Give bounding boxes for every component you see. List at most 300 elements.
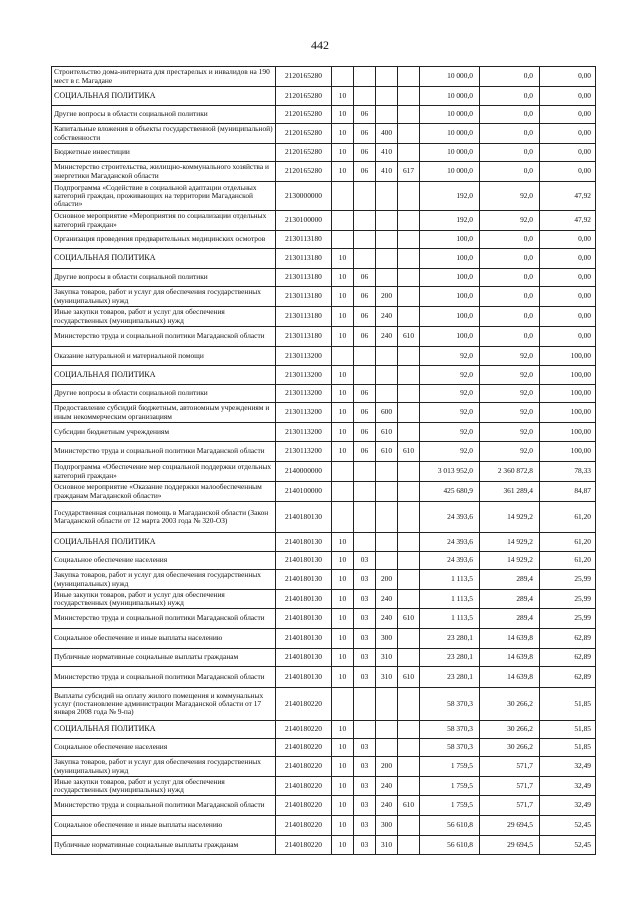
cell-vr	[376, 106, 398, 124]
table-row	[52, 67, 596, 87]
cell-fact: 0,0	[480, 124, 540, 144]
cell-csr: 2140180220	[276, 688, 332, 721]
cell-fact: 14 929,2	[480, 533, 540, 552]
cell-rz	[332, 482, 354, 502]
cell-vr: 240	[376, 796, 398, 816]
cell-pct: 0,00	[540, 287, 596, 307]
cell-pct: 61,20	[540, 552, 596, 570]
cell-name: Министерство труда и социальной политики Магаданской области	[52, 796, 276, 816]
cell-vr: 240	[376, 609, 398, 629]
cell-gr	[398, 629, 420, 649]
cell-fact: 14 639,8	[480, 649, 540, 667]
cell-rz	[332, 688, 354, 721]
cell-pr: 03	[354, 777, 376, 796]
cell-pct: 25,99	[540, 590, 596, 609]
cell-vr	[376, 533, 398, 552]
cell-plan: 1 113,5	[420, 609, 480, 629]
cell-csr: 2130113200	[276, 385, 332, 403]
cell-plan: 192,0	[420, 211, 480, 231]
cell-gr	[398, 590, 420, 609]
table-row	[52, 87, 596, 106]
cell-rz	[332, 347, 354, 366]
table-row	[52, 182, 596, 211]
table-row	[52, 502, 596, 533]
cell-fact: 0,0	[480, 144, 540, 162]
cell-fact: 571,7	[480, 777, 540, 796]
cell-csr: 2130100000	[276, 211, 332, 231]
cell-pr: 06	[354, 307, 376, 327]
cell-name: Министерство труда и социальной политики Магаданской области	[52, 442, 276, 462]
cell-pct: 32,49	[540, 796, 596, 816]
cell-gr	[398, 366, 420, 385]
cell-vr: 300	[376, 629, 398, 649]
cell-pct: 100,00	[540, 423, 596, 442]
cell-gr	[398, 570, 420, 590]
cell-plan: 58 370,3	[420, 721, 480, 739]
cell-vr: 200	[376, 287, 398, 307]
cell-pr: 03	[354, 667, 376, 688]
table-row	[52, 552, 596, 570]
cell-gr	[398, 552, 420, 570]
cell-name: Государственная социальная помощь в Магаданской области (Закон Магаданской области от 12 марта 2003 года № 320-ОЗ)	[52, 502, 276, 533]
table-row	[52, 721, 596, 739]
cell-csr: 2140000000	[276, 462, 332, 482]
cell-pct: 0,00	[540, 67, 596, 87]
budget-table	[51, 66, 596, 855]
cell-pr: 06	[354, 124, 376, 144]
cell-fact: 0,0	[480, 307, 540, 327]
cell-gr	[398, 721, 420, 739]
cell-vr	[376, 182, 398, 211]
cell-pr	[354, 533, 376, 552]
cell-name: Министерство труда и социальной политики Магаданской области	[52, 609, 276, 629]
cell-vr: 610	[376, 423, 398, 442]
cell-vr	[376, 385, 398, 403]
cell-fact: 289,4	[480, 609, 540, 629]
cell-gr	[398, 533, 420, 552]
cell-fact: 0,0	[480, 231, 540, 249]
cell-plan: 92,0	[420, 423, 480, 442]
cell-csr: 2130113200	[276, 442, 332, 462]
cell-vr	[376, 231, 398, 249]
cell-pr	[354, 462, 376, 482]
cell-name: Оказание натуральной и материальной помощи	[52, 347, 276, 366]
cell-csr: 2140180130	[276, 649, 332, 667]
cell-pct: 51,85	[540, 721, 596, 739]
cell-vr	[376, 482, 398, 502]
cell-rz: 10	[332, 423, 354, 442]
cell-csr: 2130000000	[276, 182, 332, 211]
cell-rz: 10	[332, 249, 354, 269]
cell-plan: 1 113,5	[420, 590, 480, 609]
cell-csr: 2140180130	[276, 533, 332, 552]
cell-rz: 10	[332, 144, 354, 162]
table-row	[52, 347, 596, 366]
cell-pct: 100,00	[540, 403, 596, 423]
cell-name: Иные закупки товаров, работ и услуг для обеспечения государственных (муниципальных) нужд	[52, 307, 276, 327]
cell-fact: 92,0	[480, 182, 540, 211]
cell-name: Подпрограмма «Содействие в социальной адаптации отдельных категорий граждан, проживающих на территории Магаданской области»	[52, 182, 276, 211]
cell-name: Министерство труда и социальной политики Магаданской области	[52, 667, 276, 688]
cell-pr	[354, 721, 376, 739]
cell-vr	[376, 211, 398, 231]
table-row	[52, 385, 596, 403]
cell-pr: 03	[354, 757, 376, 777]
table-row	[52, 403, 596, 423]
cell-pct: 0,00	[540, 269, 596, 287]
cell-rz: 10	[332, 721, 354, 739]
cell-fact: 14 639,8	[480, 667, 540, 688]
cell-plan: 10 000,0	[420, 87, 480, 106]
table-row	[52, 533, 596, 552]
cell-plan: 1 113,5	[420, 570, 480, 590]
cell-csr: 2120165280	[276, 124, 332, 144]
cell-pr: 03	[354, 609, 376, 629]
cell-plan: 10 000,0	[420, 106, 480, 124]
cell-pr: 06	[354, 385, 376, 403]
cell-gr	[398, 307, 420, 327]
cell-fact: 92,0	[480, 211, 540, 231]
cell-fact: 571,7	[480, 796, 540, 816]
table-row	[52, 757, 596, 777]
cell-pr: 03	[354, 816, 376, 836]
table-row	[52, 327, 596, 347]
cell-csr: 2140180130	[276, 667, 332, 688]
cell-name: СОЦИАЛЬНАЯ ПОЛИТИКА	[52, 533, 276, 552]
cell-name: Закупка товаров, работ и услуг для обеспечения государственных (муниципальных) нужд	[52, 287, 276, 307]
cell-pr: 06	[354, 144, 376, 162]
cell-vr: 200	[376, 757, 398, 777]
cell-pr: 03	[354, 590, 376, 609]
cell-csr: 2120165280	[276, 87, 332, 106]
cell-plan: 192,0	[420, 182, 480, 211]
cell-fact: 92,0	[480, 347, 540, 366]
cell-plan: 1 759,5	[420, 757, 480, 777]
cell-rz: 10	[332, 739, 354, 757]
cell-pr: 06	[354, 442, 376, 462]
cell-gr	[398, 688, 420, 721]
cell-rz: 10	[332, 757, 354, 777]
cell-pct: 78,33	[540, 462, 596, 482]
cell-pr: 03	[354, 629, 376, 649]
cell-name: Основное мероприятие «Оказание поддержки малообеспеченным гражданам Магаданской области»	[52, 482, 276, 502]
cell-gr	[398, 462, 420, 482]
cell-csr: 2140180130	[276, 609, 332, 629]
table-row	[52, 570, 596, 590]
cell-gr: 610	[398, 609, 420, 629]
cell-csr: 2140180130	[276, 570, 332, 590]
cell-pr: 03	[354, 739, 376, 757]
cell-pct: 0,00	[540, 327, 596, 347]
cell-csr: 2120165280	[276, 106, 332, 124]
cell-fact: 289,4	[480, 590, 540, 609]
cell-csr: 2140180220	[276, 796, 332, 816]
cell-name: Закупка товаров, работ и услуг для обеспечения государственных (муниципальных) нужд	[52, 570, 276, 590]
cell-pr	[354, 366, 376, 385]
cell-csr: 2130113180	[276, 269, 332, 287]
cell-vr: 600	[376, 403, 398, 423]
cell-gr	[398, 287, 420, 307]
cell-plan: 425 680,9	[420, 482, 480, 502]
cell-pct: 62,89	[540, 667, 596, 688]
cell-csr: 2140180130	[276, 629, 332, 649]
cell-name: СОЦИАЛЬНАЯ ПОЛИТИКА	[52, 87, 276, 106]
table-row	[52, 231, 596, 249]
cell-plan: 100,0	[420, 249, 480, 269]
table-row	[52, 287, 596, 307]
cell-gr	[398, 231, 420, 249]
cell-rz	[332, 182, 354, 211]
cell-rz: 10	[332, 366, 354, 385]
cell-name: Министерство труда и социальной политики Магаданской области	[52, 327, 276, 347]
cell-fact: 0,0	[480, 162, 540, 182]
cell-fact: 0,0	[480, 106, 540, 124]
cell-fact: 14 639,8	[480, 629, 540, 649]
table-row	[52, 462, 596, 482]
cell-gr	[398, 106, 420, 124]
cell-plan: 10 000,0	[420, 144, 480, 162]
cell-pct: 51,85	[540, 739, 596, 757]
cell-name: Основное мероприятие «Мероприятия по социализации отдельных категорий граждан»	[52, 211, 276, 231]
cell-vr: 310	[376, 836, 398, 855]
cell-name: СОЦИАЛЬНАЯ ПОЛИТИКА	[52, 721, 276, 739]
cell-gr	[398, 502, 420, 533]
table-row	[52, 124, 596, 144]
cell-gr	[398, 739, 420, 757]
cell-vr: 240	[376, 327, 398, 347]
cell-name: Иные закупки товаров, работ и услуг для обеспечения государственных (муниципальных) нужд	[52, 777, 276, 796]
cell-pct: 0,00	[540, 162, 596, 182]
table-row	[52, 816, 596, 836]
cell-vr	[376, 739, 398, 757]
cell-pct: 0,00	[540, 307, 596, 327]
cell-fact: 92,0	[480, 423, 540, 442]
cell-vr: 240	[376, 307, 398, 327]
cell-vr: 410	[376, 144, 398, 162]
cell-pr: 03	[354, 570, 376, 590]
table-row	[52, 590, 596, 609]
cell-gr	[398, 144, 420, 162]
cell-pct: 0,00	[540, 249, 596, 269]
cell-rz: 10	[332, 327, 354, 347]
cell-pr	[354, 67, 376, 87]
cell-pct: 62,89	[540, 649, 596, 667]
cell-pr	[354, 231, 376, 249]
cell-gr	[398, 777, 420, 796]
cell-csr: 2140180130	[276, 502, 332, 533]
cell-pct: 0,00	[540, 144, 596, 162]
cell-name: СОЦИАЛЬНАЯ ПОЛИТИКА	[52, 249, 276, 269]
cell-vr	[376, 67, 398, 87]
cell-name: Социальное обеспечение и иные выплаты населению	[52, 816, 276, 836]
cell-vr: 410	[376, 162, 398, 182]
cell-rz: 10	[332, 385, 354, 403]
cell-pct: 62,89	[540, 629, 596, 649]
page-number: 442	[311, 38, 329, 52]
cell-name: Иные закупки товаров, работ и услуг для обеспечения государственных (муниципальных) нужд	[52, 590, 276, 609]
cell-fact: 30 266,2	[480, 721, 540, 739]
cell-pct: 25,99	[540, 609, 596, 629]
cell-fact: 29 694,5	[480, 816, 540, 836]
table-row	[52, 442, 596, 462]
cell-pr: 06	[354, 403, 376, 423]
cell-name: СОЦИАЛЬНАЯ ПОЛИТИКА	[52, 366, 276, 385]
table-body	[52, 67, 596, 855]
cell-plan: 1 759,5	[420, 796, 480, 816]
cell-gr	[398, 249, 420, 269]
cell-pct: 47,92	[540, 211, 596, 231]
cell-pct: 51,85	[540, 688, 596, 721]
cell-fact: 571,7	[480, 757, 540, 777]
table-row	[52, 144, 596, 162]
cell-rz: 10	[332, 629, 354, 649]
cell-pct: 0,00	[540, 106, 596, 124]
cell-name: Другие вопросы в области социальной политики	[52, 385, 276, 403]
cell-rz: 10	[332, 796, 354, 816]
table-row	[52, 739, 596, 757]
cell-name: Капитальные вложения в объекты государственной (муниципальной) собственности	[52, 124, 276, 144]
cell-csr: 2120165280	[276, 162, 332, 182]
cell-pct: 47,92	[540, 182, 596, 211]
cell-gr	[398, 87, 420, 106]
cell-gr	[398, 182, 420, 211]
cell-fact: 30 266,2	[480, 688, 540, 721]
cell-csr: 2130113180	[276, 307, 332, 327]
cell-gr: 610	[398, 327, 420, 347]
cell-plan: 92,0	[420, 347, 480, 366]
cell-gr	[398, 67, 420, 87]
table-row	[52, 609, 596, 629]
cell-fact: 0,0	[480, 269, 540, 287]
cell-gr	[398, 816, 420, 836]
cell-pct: 61,20	[540, 502, 596, 533]
cell-rz	[332, 231, 354, 249]
cell-name: Другие вопросы в области социальной политики	[52, 269, 276, 287]
cell-csr: 2140180220	[276, 836, 332, 855]
cell-plan: 1 759,5	[420, 777, 480, 796]
cell-fact: 92,0	[480, 366, 540, 385]
cell-rz: 10	[332, 124, 354, 144]
cell-vr: 310	[376, 667, 398, 688]
cell-fact: 0,0	[480, 249, 540, 269]
table-row	[52, 836, 596, 855]
cell-rz: 10	[332, 667, 354, 688]
cell-name: Социальное обеспечение и иные выплаты населению	[52, 629, 276, 649]
cell-rz: 10	[332, 269, 354, 287]
cell-name: Предоставление субсидий бюджетным, автономным учреждениям и иным некоммерческим организациям	[52, 403, 276, 423]
cell-csr: 2120165280	[276, 144, 332, 162]
table-row	[52, 688, 596, 721]
table-row	[52, 667, 596, 688]
cell-gr	[398, 403, 420, 423]
cell-plan: 23 280,1	[420, 629, 480, 649]
cell-rz: 10	[332, 442, 354, 462]
cell-csr: 2140180130	[276, 552, 332, 570]
cell-fact: 289,4	[480, 570, 540, 590]
cell-vr: 200	[376, 570, 398, 590]
cell-pct: 0,00	[540, 231, 596, 249]
cell-fact: 29 694,5	[480, 836, 540, 855]
cell-pr: 06	[354, 269, 376, 287]
cell-rz: 10	[332, 162, 354, 182]
cell-plan: 58 370,3	[420, 739, 480, 757]
cell-gr	[398, 757, 420, 777]
cell-fact: 0,0	[480, 327, 540, 347]
cell-gr	[398, 124, 420, 144]
cell-fact: 14 929,2	[480, 552, 540, 570]
cell-name: Бюджетные инвестиции	[52, 144, 276, 162]
cell-vr	[376, 502, 398, 533]
table-row	[52, 249, 596, 269]
cell-fact: 30 266,2	[480, 739, 540, 757]
cell-plan: 100,0	[420, 287, 480, 307]
cell-gr	[398, 269, 420, 287]
cell-rz: 10	[332, 552, 354, 570]
cell-pct: 61,20	[540, 533, 596, 552]
table-row	[52, 629, 596, 649]
cell-csr: 2120165280	[276, 67, 332, 87]
table-row	[52, 211, 596, 231]
cell-csr: 2130113200	[276, 423, 332, 442]
cell-pr: 03	[354, 836, 376, 855]
cell-plan: 100,0	[420, 327, 480, 347]
cell-gr: 610	[398, 667, 420, 688]
table-row	[52, 777, 596, 796]
cell-gr	[398, 385, 420, 403]
cell-plan: 56 610,8	[420, 816, 480, 836]
cell-pct: 32,49	[540, 777, 596, 796]
cell-vr	[376, 688, 398, 721]
cell-vr: 400	[376, 124, 398, 144]
cell-plan: 92,0	[420, 385, 480, 403]
table-row	[52, 162, 596, 182]
cell-gr: 610	[398, 796, 420, 816]
cell-gr: 610	[398, 442, 420, 462]
cell-csr: 2140180220	[276, 816, 332, 836]
cell-rz: 10	[332, 590, 354, 609]
cell-rz	[332, 211, 354, 231]
cell-pr	[354, 87, 376, 106]
cell-pr	[354, 502, 376, 533]
cell-csr: 2130113180	[276, 327, 332, 347]
cell-plan: 58 370,3	[420, 688, 480, 721]
cell-vr	[376, 366, 398, 385]
cell-rz: 10	[332, 816, 354, 836]
cell-vr	[376, 347, 398, 366]
cell-pr	[354, 482, 376, 502]
cell-rz: 10	[332, 106, 354, 124]
cell-gr	[398, 482, 420, 502]
cell-pr: 06	[354, 162, 376, 182]
cell-plan: 10 000,0	[420, 162, 480, 182]
cell-pct: 100,00	[540, 366, 596, 385]
cell-csr: 2130113200	[276, 403, 332, 423]
cell-fact: 14 929,2	[480, 502, 540, 533]
cell-plan: 92,0	[420, 366, 480, 385]
cell-gr	[398, 423, 420, 442]
cell-pr: 06	[354, 327, 376, 347]
table-row	[52, 269, 596, 287]
cell-plan: 23 280,1	[420, 649, 480, 667]
table-row	[52, 482, 596, 502]
cell-rz	[332, 67, 354, 87]
cell-vr	[376, 462, 398, 482]
cell-fact: 2 360 872,8	[480, 462, 540, 482]
cell-gr	[398, 836, 420, 855]
cell-fact: 0,0	[480, 287, 540, 307]
table-row	[52, 649, 596, 667]
cell-rz	[332, 502, 354, 533]
